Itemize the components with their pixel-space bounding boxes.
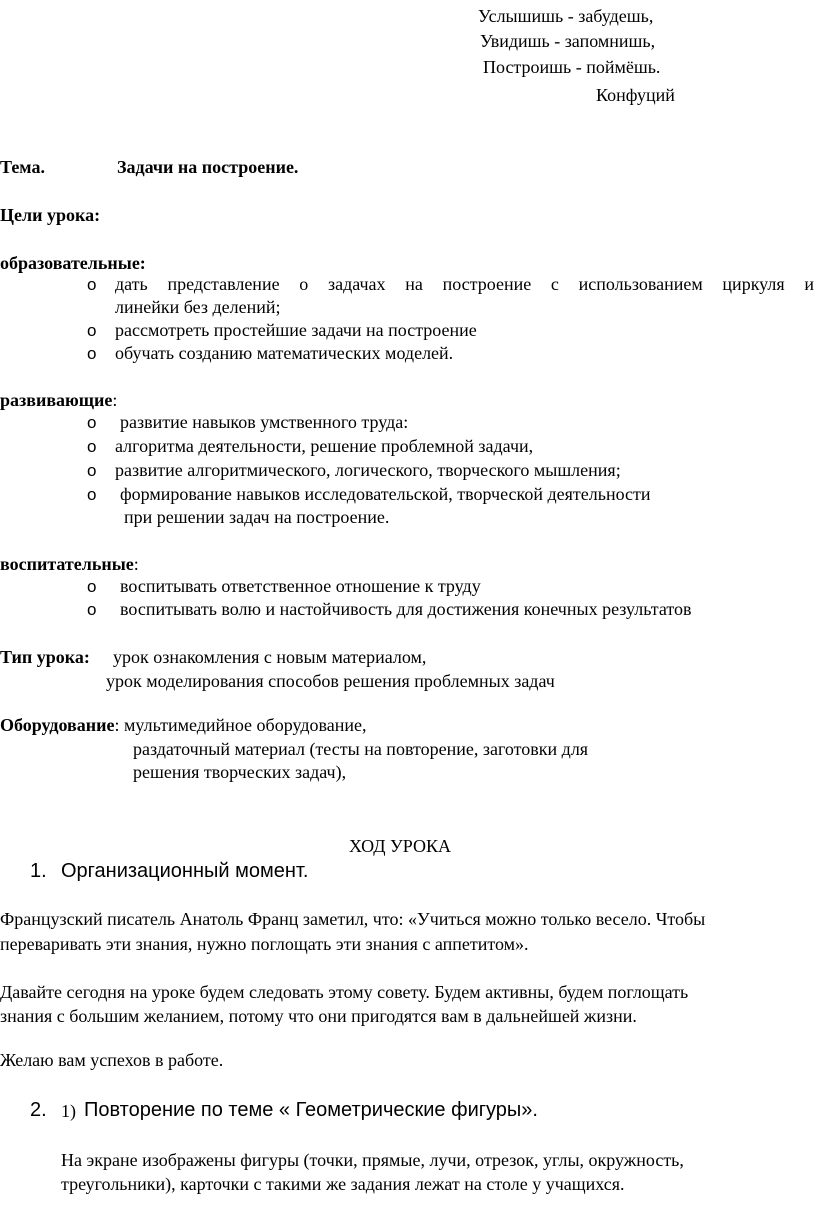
bullet-icon: o bbox=[87, 344, 97, 363]
equipment-value: : мультимедийное оборудование, bbox=[114, 715, 367, 735]
equipment-label: Оборудование bbox=[0, 715, 115, 735]
bullet-icon: o bbox=[87, 461, 97, 480]
educational-item-cont: линейки без делений; bbox=[115, 297, 281, 317]
developmental-item: развитие навыков умственного труда: bbox=[120, 412, 409, 432]
paragraph-line: Французский писатель Анатоль Франц заметил, что: «Учиться можно только весело. Чтобы bbox=[0, 909, 706, 929]
developmental-heading-line bbox=[0, 388, 117, 412]
bullet-icon: o bbox=[87, 413, 97, 432]
educational-item: обучать созданию математических моделей. bbox=[115, 343, 454, 363]
educational-item: рассмотреть простейшие задачи на построение bbox=[115, 320, 477, 340]
upbringing-heading: воспитательные bbox=[0, 554, 134, 574]
section1-title: Организационный момент. bbox=[61, 860, 309, 882]
bullet-icon: o bbox=[87, 577, 97, 596]
paragraph-line: Давайте сегодня на уроке будем следовать этому совету. Будем активны, будем поглощать bbox=[0, 982, 689, 1002]
developmental-item: формирование навыков исследовательской, творческой деятельности bbox=[120, 484, 651, 504]
developmental-item: развитие алгоритмического, логического, творческого мышления; bbox=[115, 460, 621, 480]
equipment-line-cont: раздаточный материал (тесты на повторение, заготовки для bbox=[133, 739, 589, 759]
equipment-line bbox=[0, 713, 366, 737]
section2-sub: 1) bbox=[61, 1101, 76, 1121]
bullet-icon: o bbox=[87, 485, 97, 504]
paragraph-line: переваривать эти знания, нужно поглощать эти знания с аппетитом». bbox=[0, 934, 529, 954]
upbringing-item: воспитывать волю и настойчивость для достижения конечных результатов bbox=[120, 599, 692, 619]
colon: : bbox=[112, 390, 118, 410]
developmental-heading: развивающие bbox=[0, 390, 113, 410]
section2-number: 2. bbox=[30, 1099, 47, 1121]
section2-text-line: треугольники), карточки с такими же задания лежат на столе у учащихся. bbox=[61, 1174, 625, 1194]
developmental-item: алгоритма деятельности, решение проблемной задачи, bbox=[115, 436, 534, 456]
equipment-line-cont: решения творческих задач), bbox=[133, 762, 347, 782]
educational-heading: образовательные: bbox=[0, 253, 146, 273]
bullet-icon: o bbox=[87, 600, 97, 619]
upbringing-item: воспитывать ответственное отношение к труду bbox=[120, 576, 481, 596]
epigraph-line: Увидишь - запомнишь, bbox=[480, 31, 656, 51]
bullet-icon: o bbox=[87, 275, 97, 294]
course-heading: ХОД УРОКА bbox=[349, 836, 451, 856]
epigraph-line: Построишь - поймёшь. bbox=[483, 57, 661, 77]
educational-item: дать представление о задачах на построение с использованием циркуля и bbox=[115, 274, 814, 294]
topic-label: Тема. bbox=[0, 157, 45, 177]
paragraph-line: знания с большим желанием, потому что они пригодятся вам в дальнейшей жизни. bbox=[0, 1006, 637, 1026]
upbringing-heading-line bbox=[0, 552, 139, 576]
lesson-type-line: урок моделирования способов решения проблемных задач bbox=[106, 671, 555, 691]
section2-text-line: На экране изображены фигуры (точки, прямые, лучи, отрезок, углы, окружность, bbox=[61, 1150, 684, 1170]
bullet-icon: o bbox=[87, 437, 97, 456]
developmental-item-cont: при решении задач на построение. bbox=[124, 507, 390, 527]
topic-value: Задачи на построение. bbox=[117, 157, 299, 177]
epigraph-line: Услышишь - забудешь, bbox=[478, 6, 654, 26]
lesson-type-line: урок ознакомления с новым материалом, bbox=[113, 647, 427, 667]
colon: : bbox=[133, 554, 139, 574]
lesson-type-label: Тип урока: bbox=[0, 647, 90, 667]
bullet-icon: o bbox=[87, 321, 97, 340]
epigraph-author: Конфуций bbox=[596, 85, 675, 105]
paragraph-line: Желаю вам успехов в работе. bbox=[0, 1050, 224, 1070]
section1-number: 1. bbox=[30, 860, 47, 882]
goals-heading: Цели урока: bbox=[0, 205, 101, 225]
section2-title: Повторение по теме « Геометрические фигуры». bbox=[84, 1099, 538, 1121]
